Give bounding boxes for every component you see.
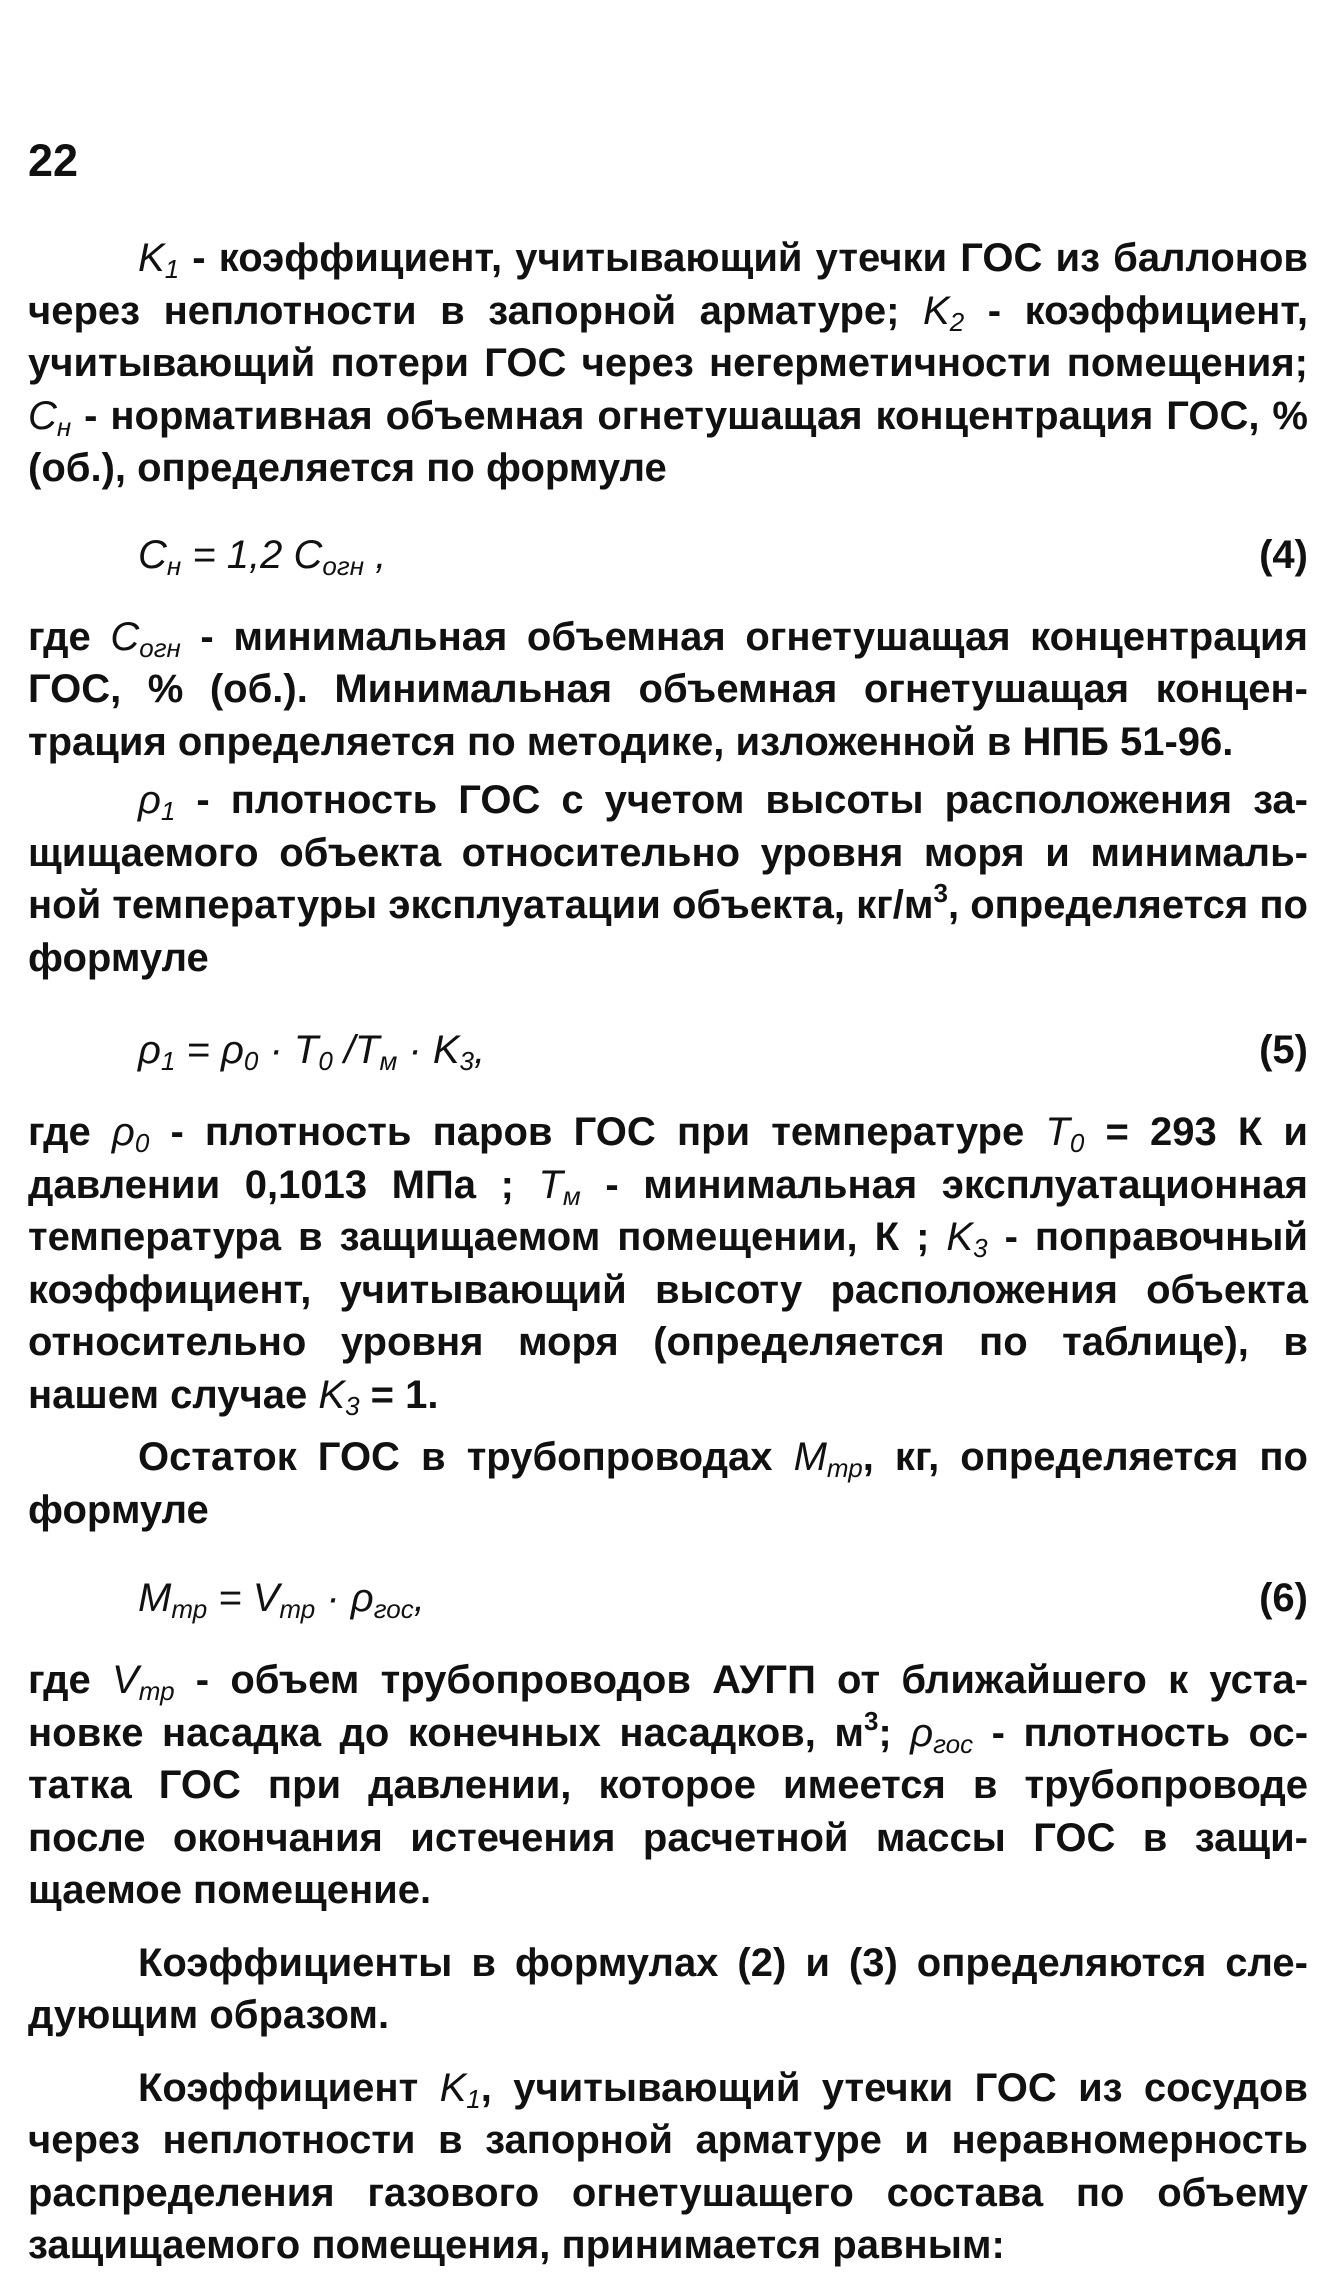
symbol-rho0: $\rho_0$ [111,1110,150,1158]
formula-6-number: (6) [1259,1576,1308,1620]
formula-5 [28,1024,1308,1076]
page-number: 22 [28,135,79,186]
formula-5-expression: $\rho_1 = \rho_0 \cdot T_0$ $/T_м \cdot K_3$, [138,1028,486,1076]
text-body [28,232,1308,2272]
paragraph-pipe-residue: Остаток ГОС в трубопроводах $M_{тр}$, кг, определяется по формуле [28,1435,1308,1532]
symbol-cogn: $C_{огн}$ [110,614,181,663]
symbol-k1: $K_1$ [138,236,180,284]
paragraph-cogn-definition: где $C_{огн}$ - минимальная объемная огнетушащая концентрация ГОС, % (об.). Минимальная объемная огнетушащая концентрация определяется по методике, изложенной в НПБ 51-96. [28,614,1308,764]
formula-6-expression: $M_{тр} = V_{тр} \cdot \rho_{гос}$, [138,1576,425,1624]
symbol-vtr: $V_{тр}$ [112,1658,175,1706]
symbol-mtr: $M_{тр}$ [793,1435,863,1483]
paragraph-k1-value: Коэффициент $K_1$, учитывающий утечки ГОС из сосудов через неплотности в запорной арматуре и неравномерность распределения газового огнетушащего состава по объему защищаемого помещения, принимается равным: [28,2065,1308,2267]
formula-4 [28,529,1308,581]
symbol-tm: $T_м$ [538,1162,581,1211]
symbol-rho1: $\rho_1$ [138,778,176,826]
symbol-k3: $K_3$ [946,1215,988,1263]
symbol-k3-value: $K_3$ [318,1372,360,1421]
symbol-k2: $K_2$ [923,288,965,337]
formula-6 [28,1572,1308,1624]
paragraph-coefficients-intro: Коэффициенты в формулах (2) и (3) определяются следующим образом. [28,1940,1308,2037]
formula-4-expression: $C_н = 1,2$ $C_{огн}$ , [138,532,387,581]
symbol-k1-repeat: $K_1$ [439,2065,481,2114]
paragraph-coefficients-definition: $K_1$ - коэффициент, учитывающий утечки ГОС из баллонов через неплотности в запорной арматуре; $K_2$ - коэффициент, учитывающий потери ГОС через негерметичности помещения; $C_н$ - нормативная объемная огнетушащая концентрация ГОС, % (об.), определяется по формуле [28,236,1309,490]
formula-4-number: (4) [1259,532,1308,577]
symbol-rho-gos: $\rho_{гос}$ [910,1710,974,1759]
paragraph-vtr-definition: где $V_{тр}$ - объем трубопроводов АУГП от ближайшего к установке насадка до конечных насадков, $м^3$; $\rho_{гос}$ - плотность остатка ГОС при давлении, которое имеется в трубопроводе после окончания истечения расчетной массы ГОС в защищаемое помещение. [28,1658,1309,1912]
symbol-cn: $C_н$ [28,393,72,442]
paragraph-rho0-definition: где $\rho_0$ - плотность паров ГОС при температуре $T_0 = 293$ К и давлении 0,1013 МПа ; $T_м$ - минимальная эксплуатационная температура в защищаемом помещении, К ; $K_3$ - поправочный коэффициент, учитывающий высоту расположения объекта относительно уровня моря (определяется по таблице), в нашем случае $K_3 = 1$. [28,1110,1308,1421]
formula-5-number: (5) [1259,1028,1308,1072]
symbol-t0: $T_0$ [1045,1110,1085,1158]
paragraph-rho1-definition: $\rho_1$ - плотность ГОС с учетом высоты расположения защищаемого объекта относительно уровня моря и минимальной температуры эксплуатации объекта, $кг/м^3$, определяется по формуле [28,778,1308,980]
